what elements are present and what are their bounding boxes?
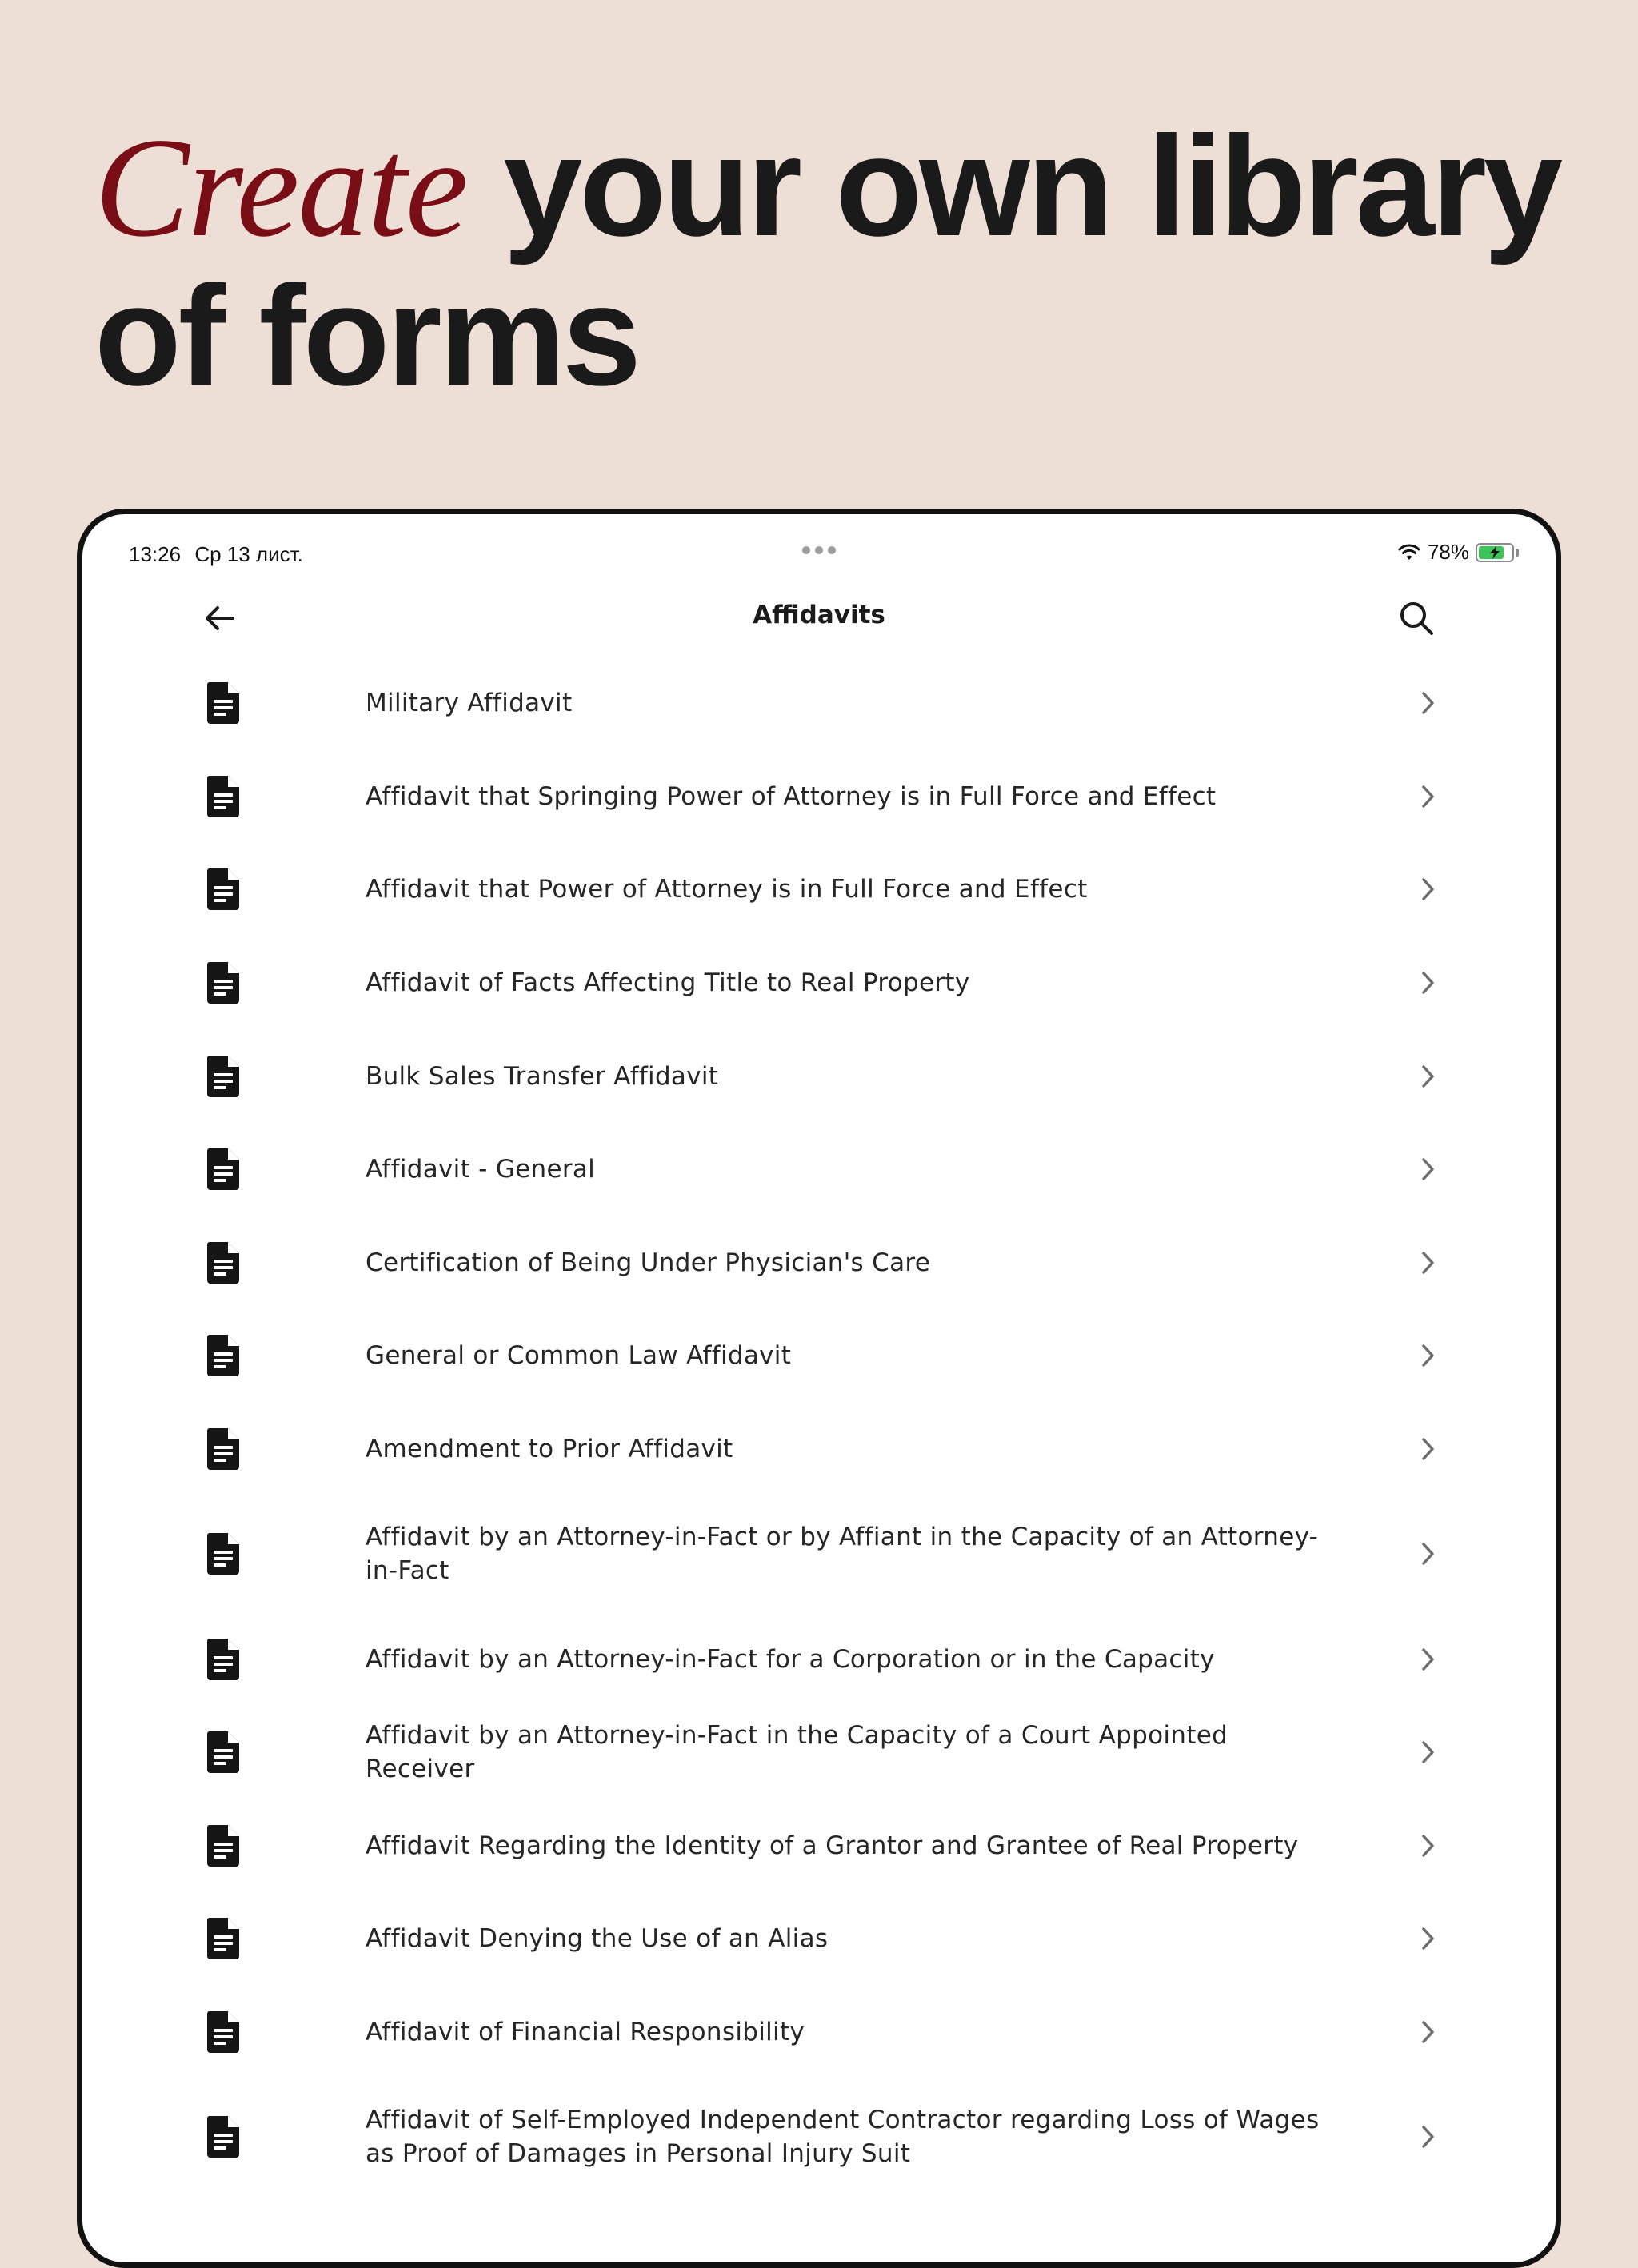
form-title: Affidavit that Springing Power of Attorney is in Full Force and Effect bbox=[366, 781, 1217, 811]
chevron-right-icon bbox=[1416, 1831, 1439, 1860]
tablet-frame bbox=[77, 509, 1561, 2268]
form-list-item-7[interactable] bbox=[97, 1216, 1541, 1310]
headline-accent: Create bbox=[94, 108, 467, 266]
form-title: Affidavit by an Attorney-in-Fact or by Affiant in the Capacity of an Attorney-in-Fact bbox=[366, 1523, 1319, 1586]
form-list-item-1[interactable] bbox=[97, 657, 1541, 750]
document-icon bbox=[206, 681, 241, 725]
form-title: Affidavit that Power of Attorney is in Full Force and Effect bbox=[366, 875, 1088, 904]
form-title: Affidavit of Financial Responsibility bbox=[366, 2018, 805, 2047]
status-date: Ср 13 лист. bbox=[194, 542, 303, 566]
status-time: 13:26 bbox=[129, 542, 182, 566]
document-icon bbox=[206, 1823, 241, 1868]
form-list-item-12[interactable] bbox=[97, 1706, 1541, 1799]
charging-bolt-icon bbox=[1477, 545, 1512, 561]
form-title: Affidavit by an Attorney-in-Fact in the Capacity of a Court Appointed Receiver bbox=[366, 1721, 1228, 1784]
document-icon bbox=[206, 960, 241, 1005]
form-list-item-4[interactable] bbox=[97, 936, 1541, 1030]
form-title: Military Affidavit bbox=[366, 689, 573, 718]
form-list-item-10[interactable] bbox=[97, 1495, 1541, 1612]
form-title: Bulk Sales Transfer Affidavit bbox=[366, 1061, 719, 1091]
chevron-right-icon bbox=[1416, 1435, 1439, 1463]
app-screen bbox=[97, 529, 1541, 2262]
multitasking-dots-icon[interactable] bbox=[802, 546, 836, 554]
chevron-right-icon bbox=[1416, 1062, 1439, 1091]
document-icon bbox=[206, 867, 241, 912]
document-icon bbox=[206, 1054, 241, 1099]
document-icon bbox=[206, 1916, 241, 1961]
status-indicators bbox=[1397, 540, 1519, 565]
navigation-bar bbox=[97, 577, 1541, 657]
form-list-item-6[interactable] bbox=[97, 1123, 1541, 1216]
form-title: General or Common Law Affidavit bbox=[366, 1341, 792, 1371]
form-title: Affidavit Regarding the Identity of a Grantor and Grantee of Real Property bbox=[366, 1831, 1299, 1860]
form-list bbox=[97, 657, 1541, 2195]
battery-icon bbox=[1476, 543, 1514, 562]
form-title: Affidavit of Self-Employed Independent Contractor regarding Loss of Wages as Proof of Damages in Personal Injury Suit bbox=[366, 2106, 1320, 2169]
chevron-right-icon bbox=[1416, 1155, 1439, 1184]
chevron-right-icon bbox=[1416, 689, 1439, 717]
chevron-right-icon bbox=[1416, 1645, 1439, 1674]
battery-cap bbox=[1516, 549, 1519, 557]
chevron-right-icon bbox=[1416, 1341, 1439, 1370]
form-title: Affidavit Denying the Use of an Alias bbox=[366, 1924, 829, 1954]
form-list-item-14[interactable] bbox=[97, 1892, 1541, 1986]
document-icon bbox=[206, 1427, 241, 1471]
form-list-item-16[interactable] bbox=[97, 2078, 1541, 2195]
form-list-item-3[interactable] bbox=[97, 843, 1541, 936]
document-icon bbox=[206, 1147, 241, 1192]
form-list-item-9[interactable] bbox=[97, 1403, 1541, 1496]
chevron-right-icon bbox=[1416, 782, 1439, 811]
chevron-right-icon bbox=[1416, 1539, 1439, 1568]
battery-percent: 78% bbox=[1427, 540, 1469, 564]
form-title: Affidavit of Facts Affecting Title to Real Property bbox=[366, 968, 970, 998]
marketing-headline bbox=[94, 106, 1574, 415]
form-title: Affidavit - General bbox=[366, 1155, 596, 1184]
document-icon bbox=[206, 2010, 241, 2054]
status-time-date bbox=[129, 542, 303, 567]
chevron-right-icon bbox=[1416, 2122, 1439, 2151]
chevron-right-icon bbox=[1416, 1248, 1439, 1277]
chevron-right-icon bbox=[1416, 1738, 1439, 1767]
page-title: Affidavits bbox=[753, 601, 885, 629]
form-title: Amendment to Prior Affidavit bbox=[366, 1435, 733, 1464]
status-bar bbox=[97, 529, 1541, 573]
form-list-item-2[interactable] bbox=[97, 750, 1541, 844]
form-list-item-5[interactable] bbox=[97, 1029, 1541, 1123]
chevron-right-icon bbox=[1416, 875, 1439, 904]
chevron-right-icon bbox=[1416, 1924, 1439, 1953]
document-icon bbox=[206, 2114, 241, 2159]
form-title: Affidavit by an Attorney-in-Fact for a Corporation or in the Capacity bbox=[366, 1644, 1215, 1674]
form-list-item-11[interactable] bbox=[97, 1612, 1541, 1706]
document-icon bbox=[206, 1531, 241, 1576]
document-icon bbox=[206, 1637, 241, 1682]
headline-rest: your own library of forms bbox=[94, 106, 1560, 415]
search-icon bbox=[1398, 600, 1435, 637]
form-title: Certification of Being Under Physician's Care bbox=[366, 1248, 931, 1277]
form-list-item-8[interactable] bbox=[97, 1309, 1541, 1403]
document-icon bbox=[206, 774, 241, 819]
chevron-right-icon bbox=[1416, 2018, 1439, 2046]
document-icon bbox=[206, 1333, 241, 1378]
form-list-item-13[interactable] bbox=[97, 1799, 1541, 1893]
form-list-item-15[interactable] bbox=[97, 1986, 1541, 2079]
search-button[interactable] bbox=[1392, 594, 1440, 642]
document-icon bbox=[206, 1240, 241, 1285]
wifi-icon bbox=[1397, 543, 1421, 562]
chevron-right-icon bbox=[1416, 968, 1439, 997]
document-icon bbox=[206, 1730, 241, 1775]
